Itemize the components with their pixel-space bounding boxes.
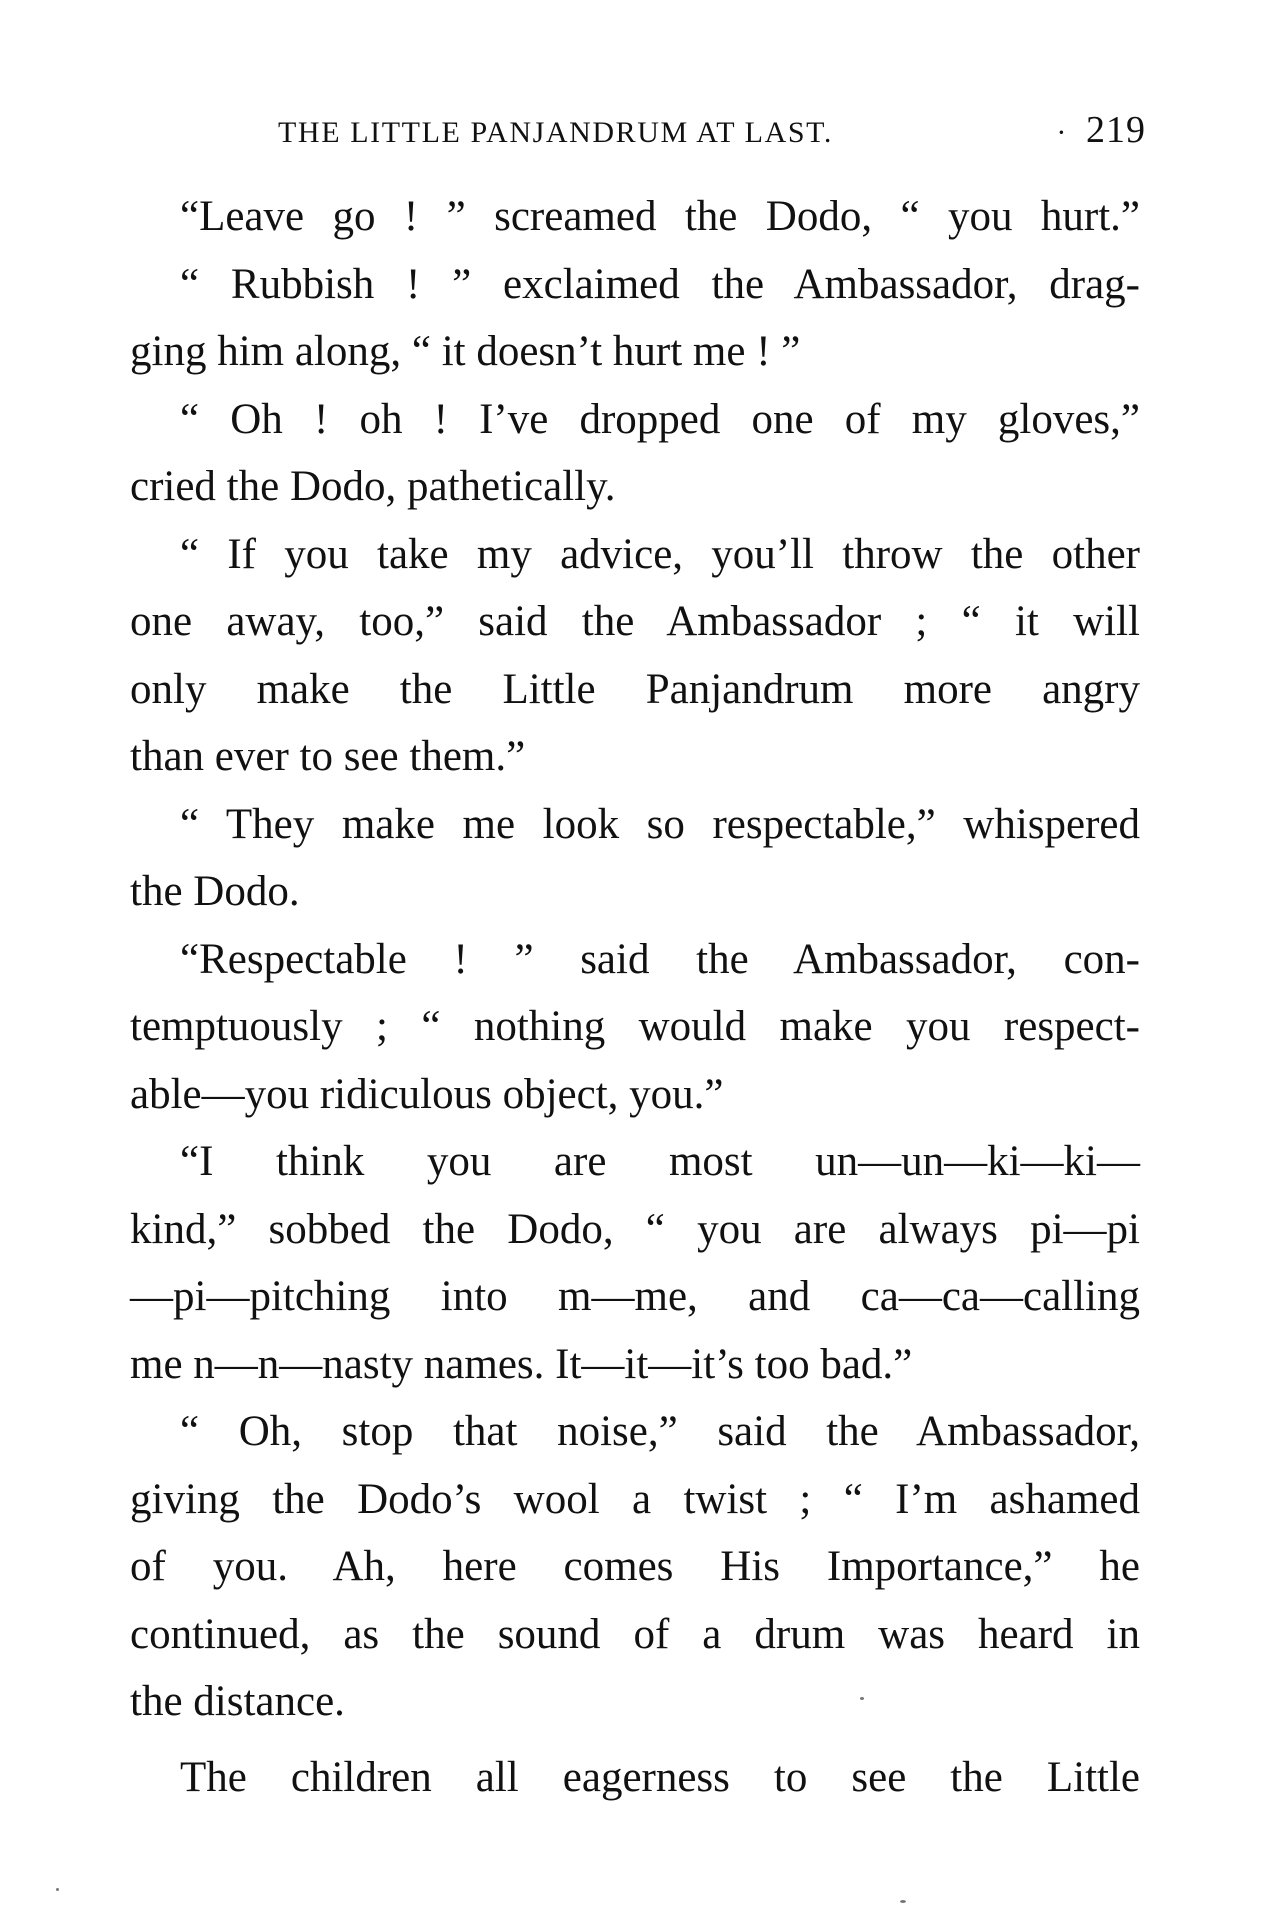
text-line: ging him along, “ it doesn’t hurt me ! ” <box>130 328 801 375</box>
running-header <box>278 108 1146 152</box>
text-line: “ They make me look so respectable,” whispered <box>180 800 1140 848</box>
text-line: —pi—pitching into m—me, and ca—ca—calling <box>130 1273 1140 1320</box>
header-separator: · <box>1056 116 1068 149</box>
text-line: of you. Ah, here comes His Importance,” he <box>130 1543 1140 1590</box>
text-line: “ Oh, stop that noise,” said the Ambassador, <box>180 1408 1140 1455</box>
running-title: THE LITTLE PANJANDRUM AT LAST. <box>278 116 833 149</box>
text-line: giving the Dodo’s wool a twist ; “ I’m ashamed <box>130 1475 1140 1523</box>
speck-mark <box>860 1697 864 1700</box>
page-number: 219 <box>1086 109 1146 151</box>
text-line: one away, too,” said the Ambassador ; “ it will <box>130 598 1140 645</box>
speck-mark <box>900 1900 906 1903</box>
text-line: than ever to see them.” <box>130 733 526 780</box>
text-line: temptuously ; “ nothing would make you respect- <box>130 1003 1140 1050</box>
text-line: only make the Little Panjandrum more angry <box>130 665 1140 713</box>
speck-mark <box>56 1888 59 1891</box>
body-text <box>130 183 1140 1811</box>
text-line: “I think you are most un—un—ki—ki— <box>180 1138 1140 1185</box>
text-line: continued, as the sound of a drum was heard in <box>130 1610 1140 1658</box>
text-line: kind,” sobbed the Dodo, “ you are always pi—pi <box>130 1205 1140 1253</box>
text-line: “Respectable ! ” said the Ambassador, con- <box>180 935 1140 983</box>
text-line: me n—n—nasty names. It—it—it’s too bad.” <box>130 1340 913 1388</box>
text-line: cried the Dodo, pathetically. <box>130 463 616 510</box>
text-line: the Dodo. <box>130 868 300 915</box>
text-line: “ If you take my advice, you’ll throw the other <box>180 530 1140 578</box>
header-right <box>1056 108 1146 152</box>
text-line: “Leave go ! ” screamed the Dodo, “ you hurt.” <box>180 193 1140 240</box>
text-line: “ Oh ! oh ! I’ve dropped one of my gloves,” <box>180 395 1140 443</box>
text-line: The children all eagerness to see the Little <box>180 1753 1140 1801</box>
text-line: the distance. <box>130 1678 345 1725</box>
text-line: “ Rubbish ! ” exclaimed the Ambassador, drag- <box>180 260 1140 308</box>
text-line: able—you ridiculous object, you.” <box>130 1070 724 1118</box>
